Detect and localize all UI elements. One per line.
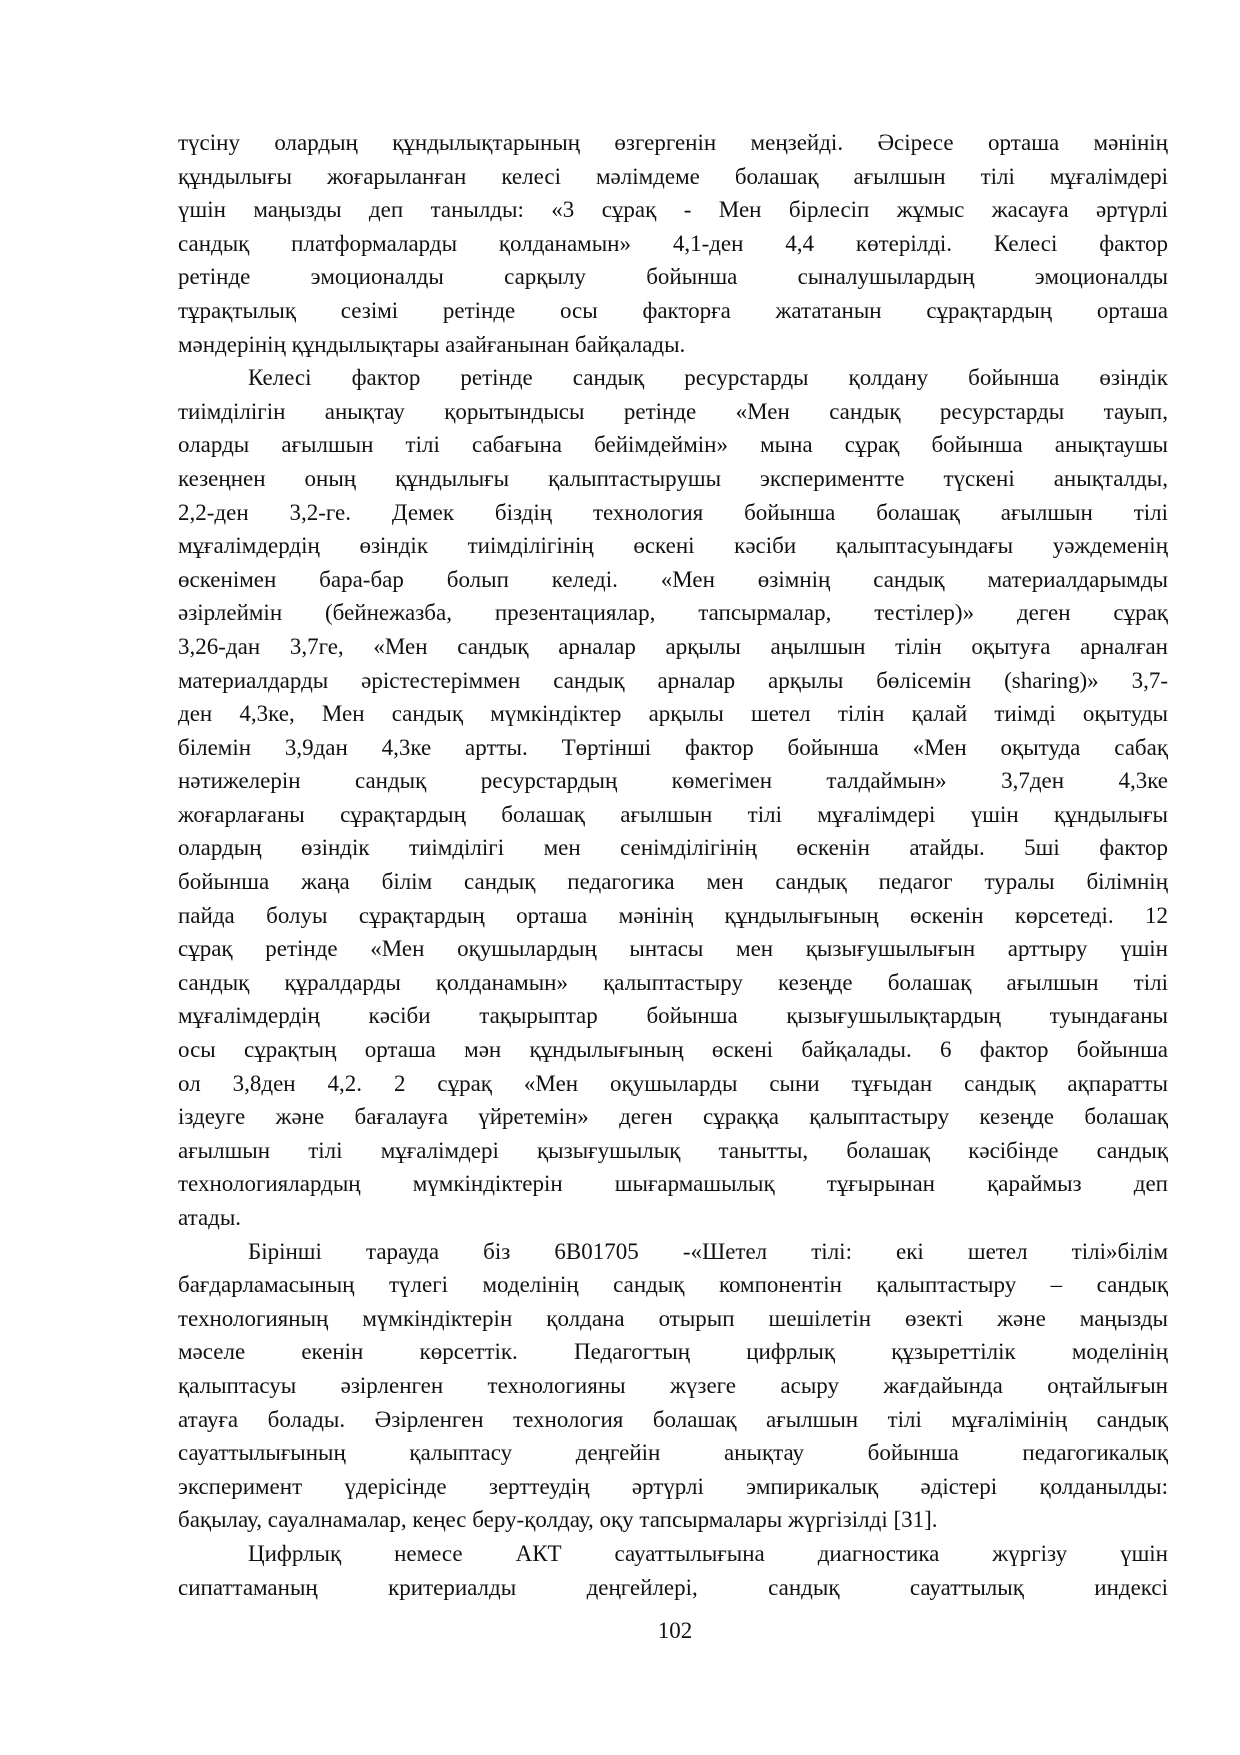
text-line: технологияның мүмкіндіктерін қолдана отырып шешілетін өзекті және маңызды — [178, 1305, 1168, 1331]
text-line: өскенімен бара-бар болып келеді. «Мен өзімнің сандық материалдарымды — [178, 566, 1168, 592]
text-line: 2,2-ден 3,2-ге. Демек біздің технология бойынша болашақ ағылшын тілі — [178, 499, 1168, 525]
text-line: ағылшын тілі мұғалімдері қызығушылық танытты, болашақ кәсібінде сандық — [178, 1137, 1168, 1163]
text-line: әзірлеймін (бейнежазба, презентациялар, тапсырмалар, тестілер)» деген сұрақ — [178, 600, 1168, 626]
paragraph — [178, 361, 1168, 1234]
text-line: сауаттылығының қалыптасу деңгейін анықтау бойынша педагогикалық — [178, 1440, 1168, 1466]
paragraph — [178, 1537, 1168, 1604]
text-line: сұрақ ретінде «Мен оқушылардың ынтасы мен қызығушылығын арттыру үшін — [178, 936, 1168, 962]
text-line: іздеуге және бағалауға үйретемін» деген сұраққа қалыптастыру кезеңде болашақ — [178, 1104, 1168, 1130]
text-line: атады. — [178, 1205, 242, 1230]
text-line: мәселе екенін көрсеттік. Педагогтың цифрлық құзыреттілік моделінің — [178, 1339, 1168, 1365]
text-line: сипаттаманың критериалды деңгейлері, сандық сауаттылық индексі — [178, 1574, 1168, 1600]
text-line: бағдарламасының түлегі моделінің сандық компонентін қалыптастыру – сандық — [178, 1272, 1168, 1298]
text-line: түсіну олардың құндылықтарының өзгергенін меңзейді. Әсіресе орташа мәнінің — [178, 130, 1168, 155]
text-line: ретінде эмоционалды сарқылу бойынша сыналушылардың эмоционалды — [178, 264, 1168, 290]
text-line: білемін 3,9дан 4,3ке артты. Төртінші фактор бойынша «Мен оқытуда сабақ — [178, 734, 1168, 760]
text-line: бойынша жаңа білім сандық педагогика мен сандық педагог туралы білімнің — [178, 869, 1168, 895]
text-line: технологиялардың мүмкіндіктерін шығармашылық тұғырынан қараймыз деп — [178, 1171, 1168, 1197]
text-line: бақылау, сауалнамалар, кеңес беру-қолдау, оқу тапсырмалары жүргізілді [31]. — [178, 1507, 938, 1533]
paragraph — [178, 1235, 1168, 1537]
text-line: эксперимент үдерісінде зерттеудің әртүрлі эмпирикалық әдістері қолданылды: — [178, 1473, 1168, 1499]
text-line: ден 4,3ке, Мен сандық мүмкіндіктер арқылы шетел тілін қалай тиімді оқытуды — [178, 701, 1168, 727]
text-line: сандық платформаларды қолданамын» 4,1-ден 4,4 көтерілді. Келесі фактор — [178, 230, 1168, 256]
text-line: олардың өзіндік тиімділігі мен сенімділігінің өскенін атайды. 5ші фактор — [178, 835, 1168, 861]
text-line: осы сұрақтың орташа мән құндылығының өскені байқалады. 6 фактор бойынша — [178, 1037, 1168, 1063]
text-line: 3,26-дан 3,7ге, «Мен сандық арналар арқылы аңылшын тілін оқытуға арналған — [178, 633, 1168, 659]
text-line: Келесі фактор ретінде сандық ресурстарды қолдану бойынша өзіндік — [248, 365, 1168, 391]
text-line: пайда болуы сұрақтардың орташа мәнінің құндылығының өскенін көрсетеді. 12 — [178, 902, 1168, 928]
page-number: 102 — [657, 1618, 693, 1643]
text-line: материалдарды әріcтестеріммен сандық арналар арқылы бөлісемін (sharing)» 3,7- — [178, 667, 1168, 693]
body-text — [178, 126, 1168, 1604]
text-line: ол 3,8ден 4,2. 2 сұрақ «Мен оқушыларды сыни тұғыдан сандық ақпаратты — [178, 1070, 1168, 1096]
text-line: сандық құралдарды қолданамын» қалыптастыру кезеңде болашақ ағылшын тілі — [178, 969, 1168, 995]
text-line: Цифрлық немесе АКТ сауаттылығына диагностика жүргізу үшін — [248, 1540, 1168, 1566]
text-line: оларды ағылшын тілі сабағына бейімдеймін» мына сұрақ бойынша анықтаушы — [178, 432, 1168, 458]
text-line: тиімділігін анықтау қорытындысы ретінде «Мен сандық ресурстарды тауып, — [178, 398, 1168, 424]
text-line: мұғалімдердің кәсіби тақырыптар бойынша қызығушылықтардың туындағаны — [178, 1003, 1168, 1029]
text-line: үшін маңызды деп танылды: «3 сұрақ - Мен бірлесіп жұмыс жасауға әртүрлі — [178, 197, 1168, 223]
text-line: нәтижелерін сандық ресурстардың көмегімен талдаймын» 3,7ден 4,3ке — [178, 768, 1168, 794]
text-line: мәндерінің құндылықтары азайғанынан байқалады. — [178, 331, 686, 357]
text-line: жоғарлағаны сұрақтардың болашақ ағылшын тілі мұғалімдері үшін құндылығы — [178, 801, 1168, 827]
text-line: құндылығы жоғарыланған келесі мәлімдеме болашақ ағылшын тілі мұғалімдері — [178, 163, 1168, 189]
paragraph — [178, 126, 1168, 361]
text-line: қалыптасуы әзірленген технологияны жүзеге асыру жағдайында оңтайлығын — [178, 1372, 1168, 1398]
text-line: Бірінші тарауда біз 6В01705 -«Шетел тілі: екі шетел тілі»білім — [248, 1238, 1168, 1264]
text-line: атауға болады. Әзірленген технология болашақ ағылшын тілі мұғалімінің сандық — [178, 1406, 1168, 1432]
text-line: мұғалімдердің өзіндік тиімділігінің өскені кәсіби қалыптасуындағы уәждеменің — [178, 533, 1168, 559]
text-line: кезеңнен оның құндылығы қалыптастырушы экспериментте түскені анықталды, — [178, 465, 1168, 491]
text-line: тұрақтылық сезімі ретінде осы факторға жататанын сұрақтардың орташа — [178, 297, 1168, 323]
